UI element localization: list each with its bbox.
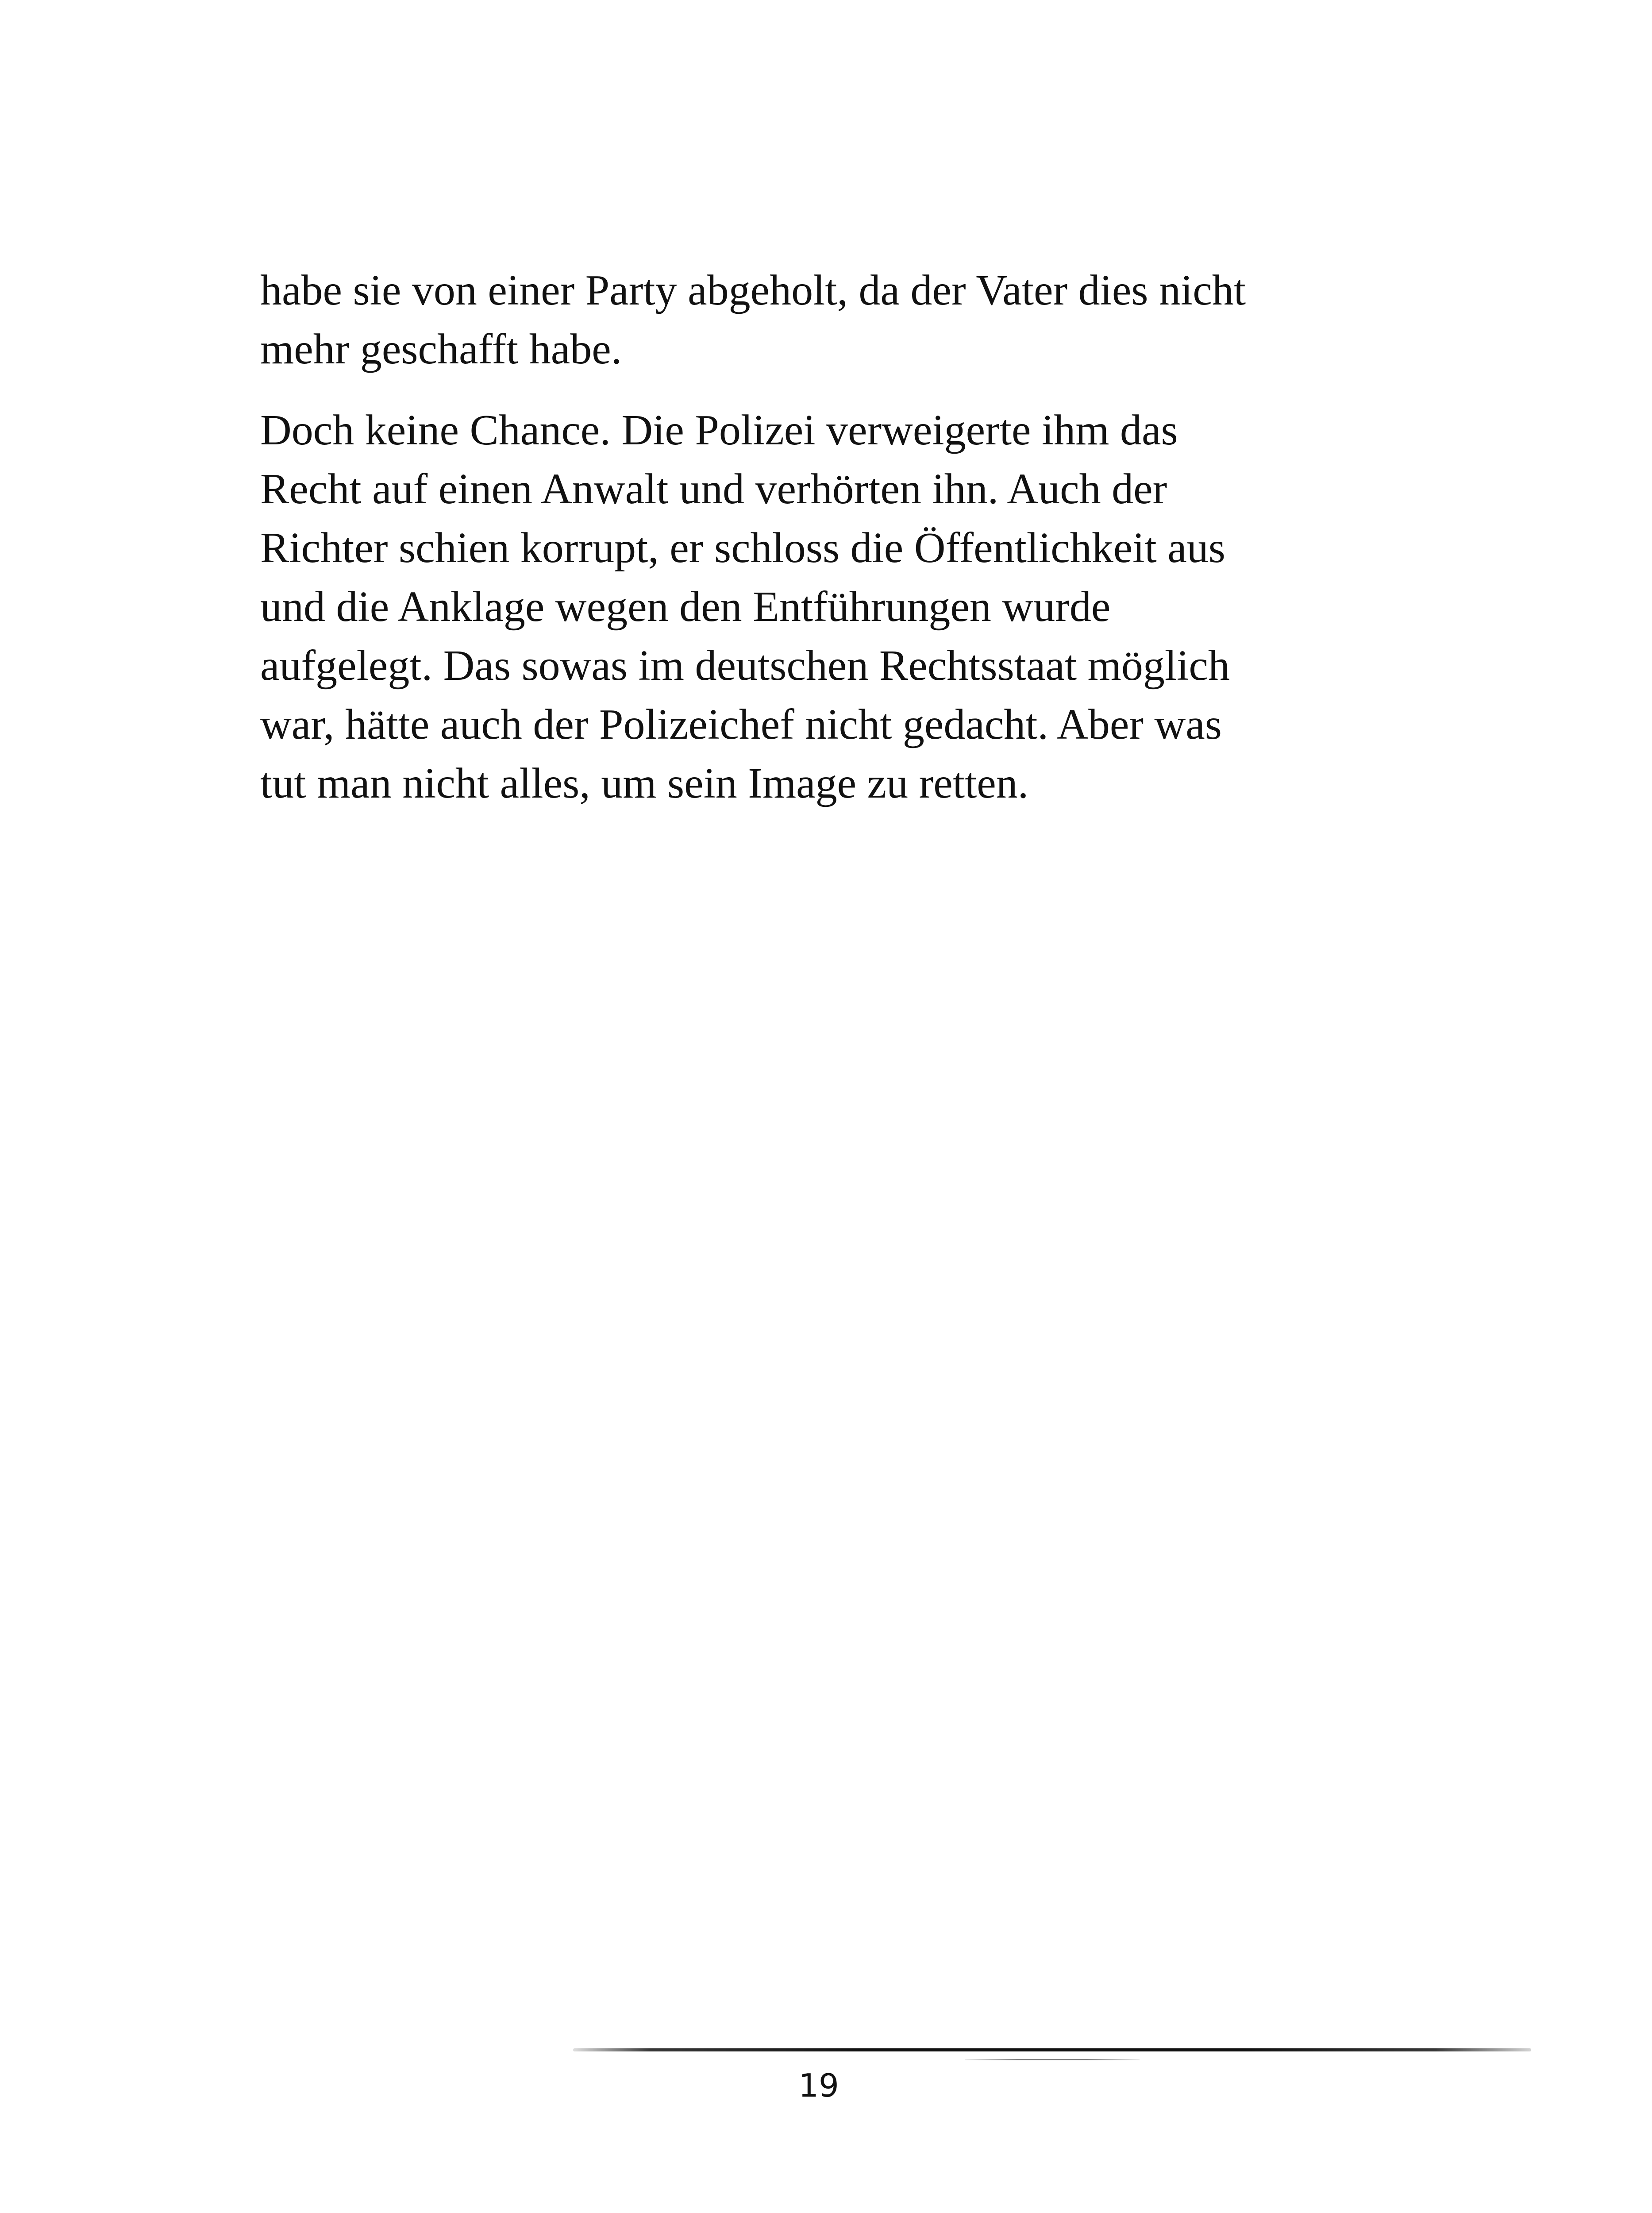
text-line: und die Anklage wegen den Entführungen wurde [260,583,1111,631]
footer-divider-thin [965,2059,1140,2060]
text-line: Recht auf einen Anwalt und verhörten ihn. Auch der [260,465,1167,513]
text-line: tut man nicht alles, um sein Image zu retten. [260,760,1029,807]
text-line: Richter schien korrupt, er schloss die Öffentlichkeit aus [260,524,1225,572]
paragraph-2 [260,401,1375,813]
text-line: war, hätte auch der Polizeichef nicht gedacht. Aber was [260,701,1222,748]
footer-divider [573,2048,1531,2051]
paragraph-1 [260,261,1375,379]
page-number: 19 [798,2067,839,2104]
text-line: Doch keine Chance. Die Polizei verweigerte ihm das [260,406,1178,454]
text-line: aufgelegt. Das sowas im deutschen Rechtsstaat möglich [260,642,1230,690]
text-line: habe sie von einer Party abgeholt, da der Vater dies nicht [260,266,1246,314]
text-line: mehr geschafft habe. [260,325,622,373]
body-text [260,261,1375,813]
